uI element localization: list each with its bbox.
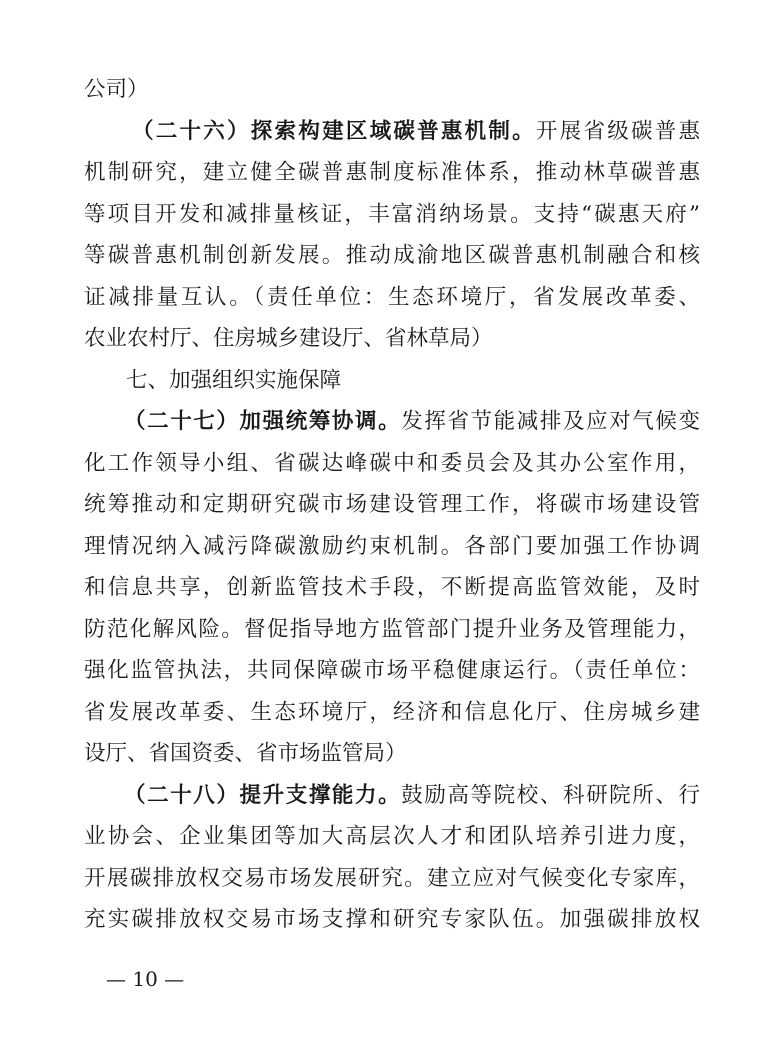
text-line: 等项目开发和减排量核证，丰富消纳场景。支持“碳惠天府” bbox=[84, 202, 700, 227]
text-line: 和信息共享，创新监管技术手段，不断提高监管效能，及时 bbox=[84, 575, 700, 600]
clause-title: （二十八）提升支撑能力。 bbox=[124, 783, 402, 808]
text-line: 机制研究，建立健全碳普惠制度标准体系，推动林草碳普惠 bbox=[84, 160, 700, 185]
text-line: 化工作领导小组、省碳达峰碳中和委员会及其办公室作用， bbox=[84, 451, 700, 476]
text-line: 业协会、企业集团等加大高层次人才和团队培养引进力度， bbox=[84, 824, 700, 849]
section-paragraph-27: （二十七）加强统筹协调。发挥省节能减排及应对气候变 bbox=[124, 409, 700, 434]
clause-title: （二十六）探索构建区域碳普惠机制。 bbox=[132, 119, 536, 144]
page-number: — 10 — bbox=[106, 967, 185, 991]
text-line: 充实碳排放权交易市场支撑和研究专家队伍。加强碳排放权 bbox=[84, 907, 700, 932]
clause-title: （二十七）加强统筹协调。 bbox=[124, 409, 402, 434]
text-line: 强化监管执法，共同保障碳市场平稳健康运行。（责任单位： bbox=[84, 658, 700, 683]
text-line: 理情况纳入减污降碳激励约束机制。各部门要加强工作协调 bbox=[84, 534, 700, 559]
text-line: 农业农村厅、住房城乡建设厅、省林草局） bbox=[84, 326, 493, 351]
text-line: 统筹推动和定期研究碳市场建设管理工作，将碳市场建设管 bbox=[84, 492, 700, 517]
text-line: 设厅、省国资委、省市场监管局） bbox=[84, 741, 407, 766]
section-paragraph-26: （二十六）探索构建区域碳普惠机制。开展省级碳普惠 bbox=[132, 119, 700, 144]
text-line: 防范化解风险。督促指导地方监管部门提升业务及管理能力， bbox=[84, 617, 700, 642]
text-line: 等碳普惠机制创新发展。推动成渝地区碳普惠机制融合和核 bbox=[84, 243, 700, 268]
text-line: 证减排量互认。（责任单位：生态环境厅，省发展改革委、 bbox=[84, 285, 700, 310]
chapter-heading: 七、加强组织实施保障 bbox=[126, 368, 342, 393]
text-line: 开展碳排放权交易市场发展研究。建立应对气候变化专家库， bbox=[84, 866, 700, 891]
section-paragraph-28: （二十八）提升支撑能力。鼓励高等院校、科研院所、行 bbox=[124, 783, 700, 808]
text-line: 公司） bbox=[84, 77, 149, 102]
text-line: 省发展改革委、生态环境厅，经济和信息化厅、住房城乡建 bbox=[84, 700, 700, 725]
